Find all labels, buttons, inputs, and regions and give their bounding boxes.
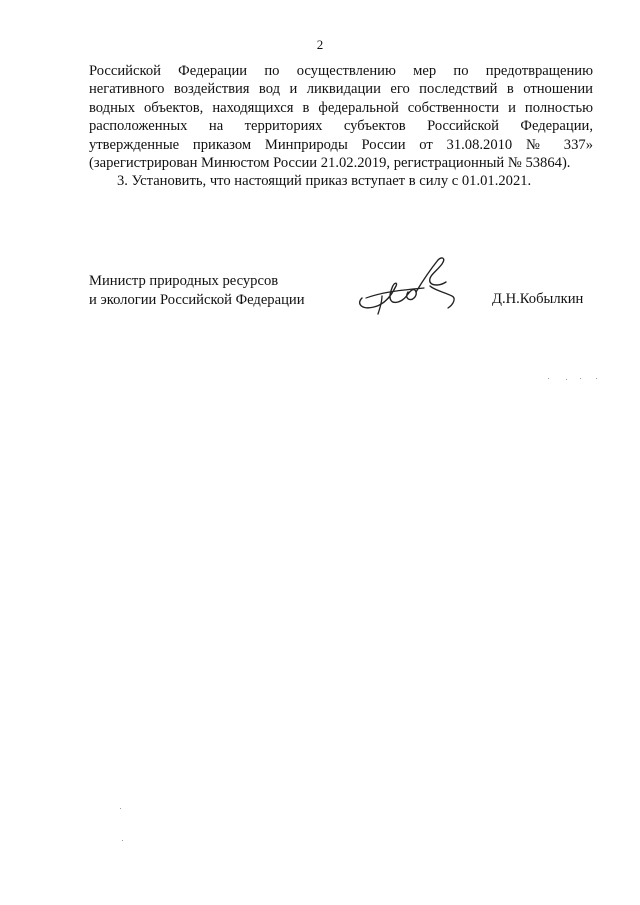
scan-speck [566, 379, 567, 380]
text-line: водных объектов, находящихся в федеральной собственности и полностью [89, 99, 593, 116]
scan-speck [580, 378, 581, 379]
text-line: расположенных на территориях субъектов Российской Федерации, [89, 118, 593, 135]
paragraph-continuation [89, 62, 593, 191]
signatory-title-line: Министр природных ресурсов [89, 273, 279, 289]
signatory-title-line: и экологии Российской Федерации [89, 292, 305, 308]
scan-speck [122, 840, 123, 841]
scan-speck [596, 378, 597, 379]
scan-speck [120, 808, 121, 809]
text-line: негативного воздействия вод и ликвидации его последствий в отношении [89, 81, 593, 98]
page-number: 2 [316, 37, 324, 52]
scan-speck [548, 378, 549, 379]
signatory-title [89, 272, 305, 310]
signatory-name: Д.Н.Кобылкин [492, 291, 584, 307]
item-3-text: 3. Установить, что настоящий приказ вступает в силу с 01.01.2021. [117, 173, 532, 190]
text-line: утвержденные приказом Минприроды России от 31.08.2010 № 337» [89, 136, 593, 153]
text-line: (зарегистрирован Минюстом России 21.02.2019, регистрационный № 53864). [89, 154, 571, 171]
text-line: Российской Федерации по осуществлению мер по предотвращению [89, 63, 593, 79]
handwritten-signature [352, 252, 462, 318]
